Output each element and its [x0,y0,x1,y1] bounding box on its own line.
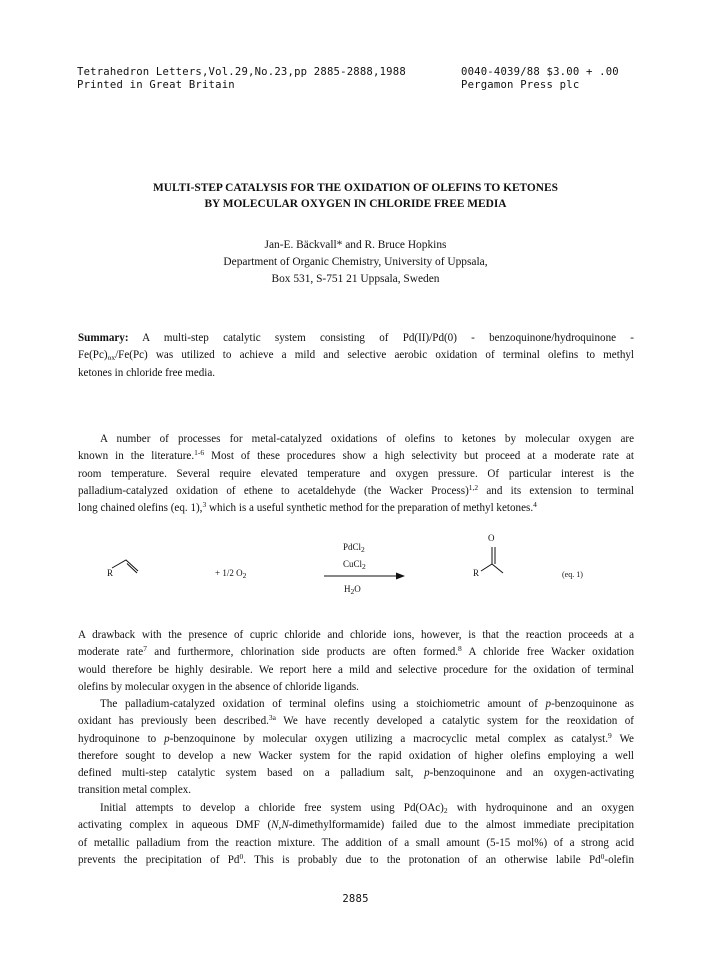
reactant-r-group: R [107,568,114,578]
author-names: Jan-E. Bäckvall* and R. Bruce Hopkins [264,239,447,251]
author-department: Department of Organic Chemistry, University of Uppsala, [223,256,488,268]
summary: Summary: A multi-step catalytic system consisting of Pd(II)/Pd(0) - benzoquinone/hydroquinone - $Fe(Pc)_{ox}/Fe(Pc)$ was utilized to achieve a mild and selective aerobic oxidation of terminal olefins to methyl ketones in chloride free media. [78,332,634,379]
benzoquinone-paragraph: The palladium-catalyzed oxidation of terminal olefins using a stoichiometric amount of p-benzoquinone as oxidant has previously been described.$^{3a}$ We have recently developed a catalytic system for the reoxidation of hydroquinone to p-benzoquinone by molecular oxygen utilizing a macrocyclic metal complex as catalyst.$^9$ We therefore sought to develop a new Wacker system for the rapid oxidation of higher olefins employing a well defined multi-step catalytic system based on a palladium salt, p-benzoquinone and an oxygen-activating transition metal complex. [78,698,635,797]
printed-location: Printed in Great Britain [77,79,235,91]
product-carbonyl-oxygen: O [488,533,495,543]
citation: Tetrahedron Letters,Vol.29,No.23,pp 2885-2888,1988 [77,66,406,78]
oxygen-reagent: + 1/2 $O_2$ [215,568,247,580]
journal-header [77,66,647,92]
author-address: Box 531, S-751 21 Uppsala, Sweden [271,273,440,285]
intro-paragraph: A number of processes for metal-catalyzed oxidations of olefins to ketones by molecular oxygen are known in the literature.$^{1-6}$ Most of these procedures show a high selectivity but proceed at a moderate rate at room temperature. Several require elevated temperature and oxygen pressure. Of particular interest is the palladium-catalyzed oxidation of ethene to acetaldehyde (the Wacker Process)$^{1,2}$ and its extension to terminal long chained olefins (eq. 1),$^3$ which is a useful synthetic method for the preparation of methyl ketones.$^4$ [78,433,635,515]
catalyst-pdcl2: PdCl$_2$ [343,542,365,554]
catalyst-cucl2: CuCl$_2$ [343,559,366,571]
reaction-scheme [78,530,634,620]
equation-number: (eq. 1) [562,570,583,579]
solvent-water: $H_2O$ [344,584,361,596]
page-number: 2885 [342,893,369,905]
publisher: Pergamon Press plc [461,79,580,91]
price-code: 0040-4039/88 $3.00 + .00 [461,66,619,78]
summary-label: Summary: [78,332,129,344]
title-line-1: MULTI-STEP CATALYSIS FOR THE OXIDATION OF OLEFINS TO KETONES [153,182,558,194]
product-r-group: R [473,568,480,578]
article-title [0,180,711,212]
drawback-paragraph: A drawback with the presence of cupric chloride and chloride ions, however, is that the reaction proceeds at a moderate rate$^7$ and furthermore, chlorination side products are often formed.$^8$ A chloride free Wacker oxidation would therefore be highly desirable. We report here a mild and selective procedure for the oxidation of terminal olefins by molecular oxygen in the absence of chloride ligands. [78,629,634,693]
author-block [0,237,711,288]
chloride-free-paragraph: Initial attempts to develop a chloride free system using $Pd(OAc)_2$ with hydroquinone and an oxygen activating complex in aqueous DMF (N,N-dimethylformamide) failed due to the almost immediate precipitation of metallic palladium from the reaction mixture. The addition of a small amount (5-15 mol%) of a strong acid prevents the precipitation of Pd$^0$. This is probably due to the protonation of an otherwise labile Pd$^0$-olefin [78,802,634,866]
title-line-2: BY MOLECULAR OXYGEN IN CHLORIDE FREE MEDIA [204,198,507,210]
